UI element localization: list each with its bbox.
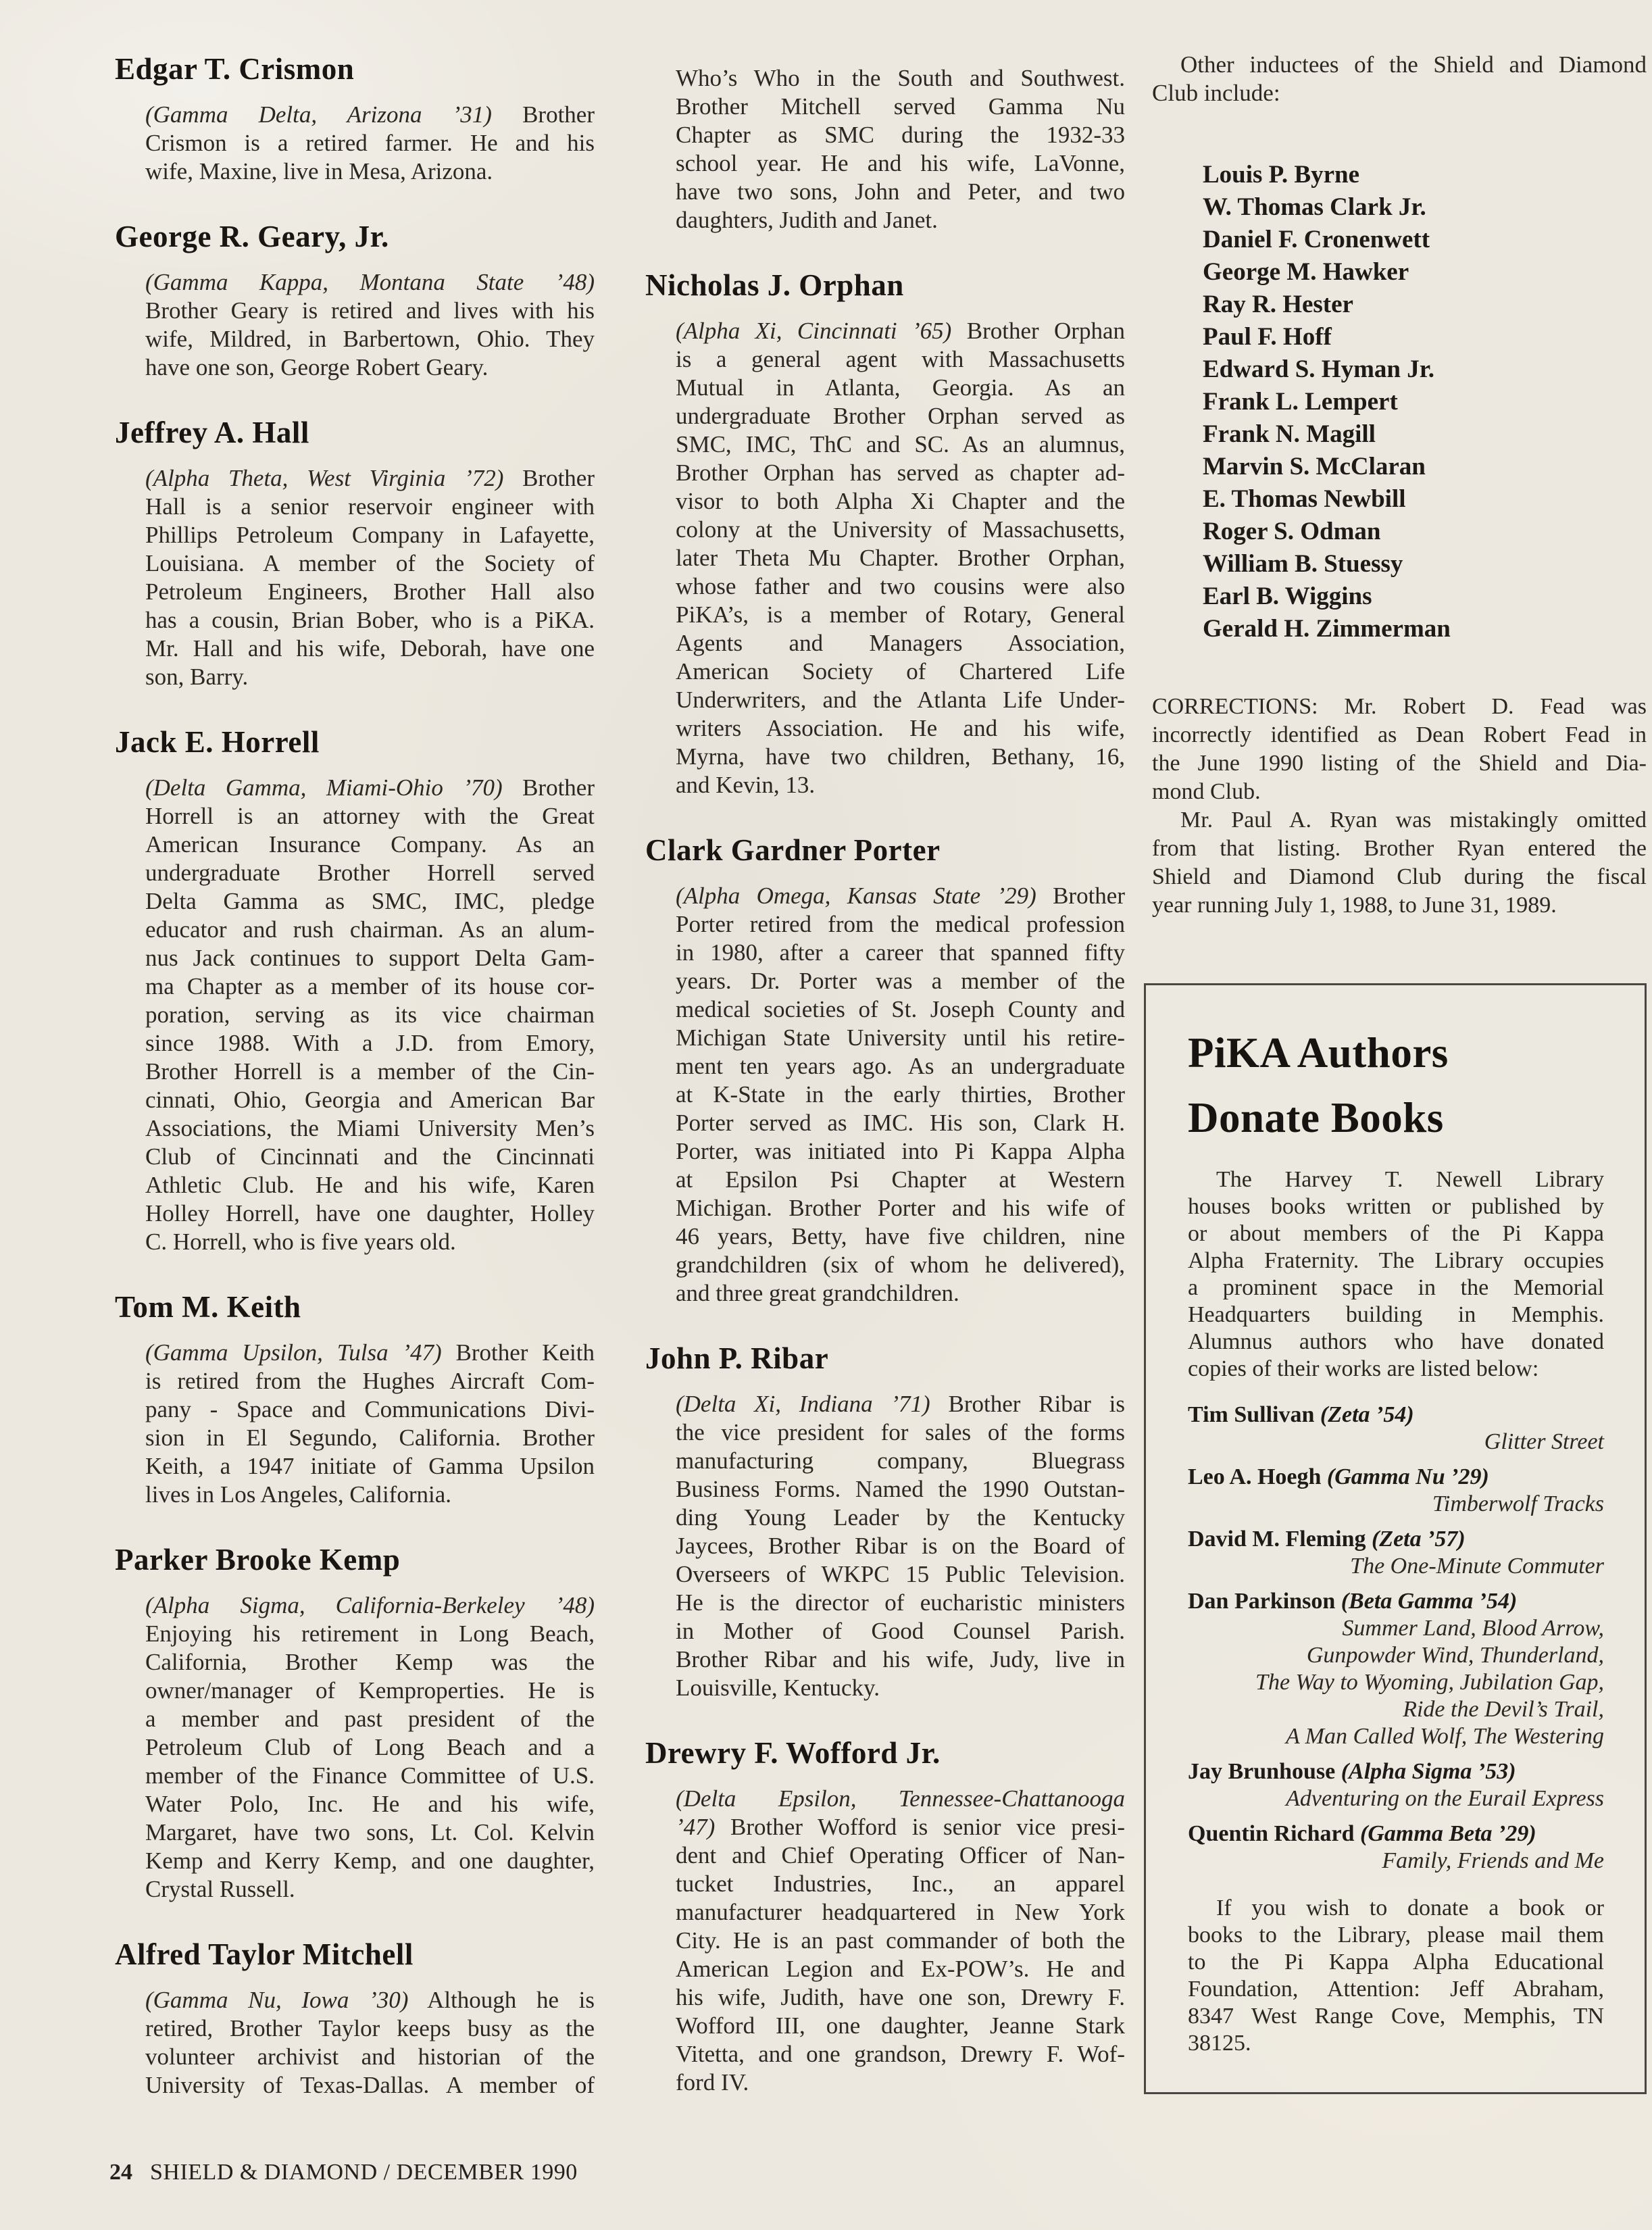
text-line: since 1988. With a J.D. from Emory,	[145, 1030, 595, 1056]
entry-heading: Edgar T. Crismon	[115, 52, 355, 86]
text-line: Michigan. Brother Porter and his wife of	[676, 1195, 1125, 1221]
text-line: Marvin S. McClaran	[1203, 453, 1426, 480]
text-line: Crismon is a retired farmer. He and his	[145, 130, 595, 156]
entry-paragraph	[676, 317, 1125, 799]
entry-heading: Tom M. Keith	[115, 1290, 301, 1324]
book-title: Gunpowder Wind, Thunderland,	[1306, 1643, 1604, 1668]
text-line: (Alpha Sigma, California-Berkeley ’48)	[145, 1592, 595, 1618]
text-line: later Theta Mu Chapter. Brother Orphan,	[676, 545, 1125, 571]
entry-paragraph	[676, 64, 1125, 234]
text-line: owner/manager of Kemproperties. He is	[145, 1677, 595, 1704]
text-line: have one son, George Robert Geary.	[145, 354, 489, 380]
text-line: Michigan State University until his retire-	[676, 1024, 1125, 1051]
author-name: Tim Sullivan (Zeta ’54)	[1188, 1402, 1414, 1427]
entry-heading: Jack E. Horrell	[115, 725, 320, 759]
text-line: mond Club.	[1152, 779, 1261, 804]
entry-paragraph	[676, 1390, 1125, 1702]
text-line: Gerald H. Zimmerman	[1203, 615, 1451, 643]
text-line: American Insurance Company. As an	[145, 831, 595, 858]
book-title: The Way to Wyoming, Jubilation Gap,	[1255, 1670, 1604, 1695]
text-line: Brother Ribar and his wife, Judy, live in	[676, 1646, 1125, 1672]
text-line: Petroleum Club of Long Beach and a	[145, 1734, 595, 1760]
text-line: Club of Cincinnati and the Cincinnati	[145, 1143, 595, 1170]
text-line: whose father and two cousins were also	[676, 573, 1125, 599]
text-line: writers Association. He and his wife,	[676, 715, 1125, 741]
author-list	[1188, 1402, 1604, 1875]
text-line: at Epsilon Psi Chapter at Western	[676, 1166, 1125, 1193]
text-line: Louisiana. A member of the Society of	[145, 550, 595, 576]
author-name: David M. Fleming (Zeta ’57)	[1188, 1527, 1466, 1552]
text-line: 46 years, Betty, have five children, nine	[676, 1223, 1125, 1249]
text-line: Business Forms. Named the 1990 Outstan-	[676, 1476, 1125, 1502]
text-line: Club include:	[1152, 80, 1280, 106]
text-line: son, Barry.	[145, 664, 249, 690]
author-name: Jay Brunhouse (Alpha Sigma ’53)	[1188, 1759, 1516, 1784]
page-number: 24	[109, 2160, 132, 2185]
text-line: wife, Mildred, in Barbertown, Ohio. They	[145, 326, 595, 352]
text-line: Mutual in Atlanta, Georgia. As an	[676, 374, 1125, 401]
text-line: Holley Horrell, have one daughter, Holley	[145, 1200, 595, 1226]
text-line: books to the Library, please mail them	[1188, 1923, 1604, 1948]
text-line: Frank N. Magill	[1203, 420, 1376, 448]
text-line: or about members of the Pi Kappa	[1188, 1221, 1604, 1246]
text-line: Margaret, have two sons, Lt. Col. Kelvin	[145, 1819, 595, 1845]
text-line: Who’s Who in the South and Southwest.	[676, 65, 1125, 91]
text-line: wife, Maxine, live in Mesa, Arizona.	[145, 158, 493, 184]
text-line: E. Thomas Newbill	[1203, 485, 1406, 513]
text-line: is a general agent with Massachusetts	[676, 346, 1125, 372]
text-line: Louisville, Kentucky.	[676, 1675, 880, 1701]
text-line: (Alpha Omega, Kansas State ’29) Brother	[676, 883, 1125, 909]
text-line: (Delta Gamma, Miami-Ohio ’70) Brother	[145, 774, 595, 801]
text-line: Horrell is an attorney with the Great	[145, 803, 595, 829]
text-line: sion in El Segundo, California. Brother	[145, 1424, 595, 1451]
box-intro-paragraph	[1188, 1166, 1604, 1383]
text-line: Brother Orphan has served as chapter ad-	[676, 460, 1125, 486]
text-line: (Gamma Kappa, Montana State ’48)	[145, 269, 595, 295]
text-line: a member and past president of the	[145, 1706, 595, 1732]
book-title: Summer Land, Blood Arrow,	[1342, 1616, 1604, 1641]
text-line: Underwriters, and the Atlanta Life Under-	[676, 687, 1125, 713]
text-line: lives in Los Angeles, California.	[145, 1481, 451, 1508]
text-line: the June 1990 listing of the Shield and Dia-	[1152, 751, 1647, 776]
entry-paragraph	[676, 882, 1125, 1308]
book-title: A Man Called Wolf, The Westering	[1286, 1724, 1604, 1749]
text-line: years. Dr. Porter was a member of the	[676, 968, 1125, 994]
text-line: Keith, a 1947 initiate of Gamma Upsilon	[145, 1453, 595, 1479]
text-line: cinnati, Ohio, Georgia and American Bar	[145, 1087, 595, 1113]
text-line: year running July 1, 1988, to June 31, 1989.	[1152, 893, 1557, 918]
text-line: Porter retired from the medical profession	[676, 911, 1125, 937]
author-entry	[1188, 1526, 1604, 1580]
author-name: Quentin Richard (Gamma Beta ’29)	[1188, 1821, 1536, 1846]
text-line: American Society of Chartered Life	[676, 658, 1125, 685]
text-line: Brother Mitchell served Gamma Nu	[676, 93, 1125, 120]
text-line: (Gamma Upsilon, Tulsa ’47) Brother Keith	[145, 1339, 595, 1366]
text-line: Enjoying his retirement in Long Beach,	[145, 1620, 595, 1647]
text-line: grandchildren (six of whom he delivered),	[676, 1252, 1125, 1278]
text-line: Alumnus authors who have donated	[1188, 1329, 1604, 1354]
text-line: American Legion and Ex-POW’s. He and	[676, 1956, 1125, 1982]
text-line: Agents and Managers Association,	[676, 630, 1125, 656]
entry-heading: Alfred Taylor Mitchell	[115, 1937, 414, 1971]
entry-heading: Nicholas J. Orphan	[645, 268, 904, 302]
text-line: educator and rush chairman. As an alum-	[145, 916, 595, 943]
text-line: ford IV.	[676, 2069, 749, 2096]
text-line: Edward S. Hyman Jr.	[1203, 355, 1435, 383]
text-line: William B. Stuessy	[1203, 550, 1403, 578]
text-line: Porter, was initiated into Pi Kappa Alpha	[676, 1138, 1125, 1164]
text-line: SMC, IMC, ThC and SC. As an alumnus,	[676, 431, 1125, 457]
text-line: Vitetta, and one grandson, Drewry F. Wof-	[676, 2041, 1125, 2067]
text-line: visor to both Alpha Xi Chapter and the	[676, 488, 1125, 514]
text-line: Myrna, have two children, Bethany, 16,	[676, 743, 1125, 770]
text-line: medical societies of St. Joseph County and	[676, 996, 1125, 1022]
text-line: Shield and Diamond Club during the fiscal	[1152, 864, 1647, 889]
text-line: George M. Hawker	[1203, 258, 1409, 286]
text-line: Kemp and Kerry Kemp, and one daughter,	[145, 1848, 595, 1874]
author-name: Dan Parkinson (Beta Gamma ’54)	[1188, 1589, 1518, 1614]
text-line: in Mother of Good Counsel Parish.	[676, 1618, 1125, 1644]
donate-paragraph	[1188, 1895, 1604, 2057]
text-line: Paul F. Hoff	[1203, 323, 1332, 351]
text-line: Donate Books	[1188, 1094, 1444, 1141]
text-line: He is the director of eucharistic ministers	[676, 1589, 1125, 1616]
text-line: manufacturing company, Bluegrass	[676, 1447, 1125, 1474]
text-line: undergraduate Brother Orphan served as	[676, 403, 1125, 429]
corrections-paragraph-2	[1152, 806, 1647, 920]
text-line: Louis P. Byrne	[1203, 161, 1359, 189]
text-line: Mr. Hall and his wife, Deborah, have one	[145, 635, 595, 662]
author-entry	[1188, 1588, 1604, 1750]
entry-paragraph	[145, 464, 595, 691]
text-line: Brother Geary is retired and lives with his	[145, 297, 595, 324]
book-title: Glitter Street	[1484, 1429, 1604, 1454]
text-line: Earl B. Wiggins	[1203, 583, 1372, 610]
text-line: ding Young Leader by the Kentucky	[676, 1504, 1125, 1531]
text-line: Petroleum Engineers, Brother Hall also	[145, 578, 595, 605]
text-line: has a cousin, Brian Bober, who is a PiKA.	[145, 607, 595, 633]
text-line: Other inductees of the Shield and Diamond	[1180, 51, 1647, 78]
text-line: daughters, Judith and Janet.	[676, 207, 938, 233]
book-title: Ride the Devil’s Trail,	[1403, 1697, 1604, 1722]
author-entry	[1188, 1464, 1604, 1518]
text-line: Wofford III, one daughter, Jeanne Stark	[676, 2012, 1125, 2039]
book-title: The One-Minute Commuter	[1350, 1554, 1604, 1579]
inductees-intro	[1152, 51, 1647, 107]
text-line: Delta Gamma as SMC, IMC, pledge	[145, 888, 595, 914]
column-1	[115, 51, 595, 2100]
entry-paragraph	[676, 1785, 1125, 2097]
text-line: ma Chapter as a member of its house cor-	[145, 973, 595, 999]
text-line: Chapter as SMC during the 1932-33	[676, 122, 1125, 148]
magazine-title: SHIELD & DIAMOND / DECEMBER 1990	[150, 2160, 578, 2185]
text-line: Foundation, Attention: Jeff Abraham,	[1188, 1977, 1604, 2002]
text-line: Daniel F. Cronenwett	[1203, 226, 1430, 253]
text-line: and Kevin, 13.	[676, 772, 816, 798]
entry-paragraph	[145, 1591, 595, 1904]
text-line: member of the Finance Committee of U.S.	[145, 1762, 595, 1789]
text-line: in 1980, after a career that spanned fifty	[676, 939, 1125, 966]
text-line: pany - Space and Communications Divi-	[145, 1396, 595, 1422]
text-line: Alpha Fraternity. The Library occupies	[1188, 1248, 1604, 1273]
entry-paragraph	[145, 774, 595, 1256]
text-line: manufacturer headquartered in New York	[676, 1899, 1125, 1925]
text-line: W. Thomas Clark Jr.	[1203, 193, 1426, 221]
text-line: City. He is an past commander of both the	[676, 1927, 1125, 1954]
text-line: school year. He and his wife, LaVonne,	[676, 150, 1125, 176]
text-line: Crystal Russell.	[145, 1876, 295, 1902]
text-line: the vice president for sales of the forms	[676, 1419, 1125, 1445]
text-line: Brother Horrell is a member of the Cin-	[145, 1058, 595, 1085]
text-line: dent and Chief Operating Officer of Nan-	[676, 1842, 1125, 1868]
text-line: If you wish to donate a book or	[1216, 1896, 1604, 1921]
book-title: Family, Friends and Me	[1382, 1848, 1604, 1873]
text-line: copies of their works are listed below:	[1188, 1356, 1539, 1381]
page-footer	[109, 2160, 578, 2185]
text-line: The Harvey T. Newell Library	[1216, 1167, 1604, 1192]
text-line: and three great grandchildren.	[676, 1280, 959, 1306]
entry-paragraph	[145, 1986, 595, 2100]
text-line: C. Horrell, who is five years old.	[145, 1229, 456, 1255]
text-line: Frank L. Lempert	[1203, 388, 1398, 416]
text-line: California, Brother Kemp was the	[145, 1649, 595, 1675]
text-line: Roger S. Odman	[1203, 518, 1381, 545]
text-line: (Gamma Delta, Arizona ’31) Brother	[145, 101, 595, 128]
text-line: (Alpha Theta, West Virginia ’72) Brother	[145, 465, 595, 491]
text-line: CORRECTIONS: Mr. Robert D. Fead was	[1152, 694, 1647, 719]
text-line: poration, serving as its vice chairman	[145, 1001, 595, 1028]
book-title: Timberwolf Tracks	[1432, 1491, 1604, 1516]
column-3	[1152, 51, 1647, 920]
text-line: PiKA’s, is a member of Rotary, General	[676, 601, 1125, 628]
text-line: 8347 West Range Cove, Memphis, TN	[1188, 2004, 1604, 2029]
author-entry	[1188, 1402, 1604, 1456]
entry-heading: Parker Brooke Kemp	[115, 1543, 401, 1577]
text-line: volunteer archivist and historian of the	[145, 2043, 595, 2070]
author-entry	[1188, 1820, 1604, 1875]
author-name: Leo A. Hoegh (Gamma Nu ’29)	[1188, 1464, 1489, 1489]
text-line: Porter served as IMC. His son, Clark H.	[676, 1110, 1125, 1136]
entry-paragraph	[145, 101, 595, 186]
text-line: Associations, the Miami University Men’s	[145, 1115, 595, 1141]
text-line: ment ten years ago. As an undergraduate	[676, 1053, 1125, 1079]
corrections-paragraph-1	[1152, 693, 1647, 806]
text-line: Athletic Club. He and his wife, Karen	[145, 1172, 595, 1198]
text-line: incorrectly identified as Dean Robert Fead in	[1152, 722, 1647, 747]
text-line: a prominent space in the Memorial	[1188, 1275, 1604, 1300]
text-line: tucket Industries, Inc., an apparel	[676, 1870, 1125, 1897]
text-line: at K-State in the early thirties, Brother	[676, 1081, 1125, 1108]
entry-paragraph	[145, 1339, 595, 1509]
text-line: PiKA Authors	[1188, 1029, 1449, 1076]
text-line: Phillips Petroleum Company in Lafayette,	[145, 522, 595, 548]
text-line: (Gamma Nu, Iowa ’30) Although he is	[145, 1987, 595, 2013]
text-line: 38125.	[1188, 2031, 1251, 2056]
box-title	[1188, 1020, 1604, 1150]
text-line: Jaycees, Brother Ribar is on the Board of	[676, 1533, 1125, 1559]
text-line: Hall is a senior reservoir engineer with	[145, 493, 595, 520]
column-2	[645, 64, 1125, 2097]
text-line: ’47) Brother Wofford is senior vice presi-	[676, 1814, 1125, 1840]
text-line: University of Texas-Dallas. A member of	[145, 2072, 595, 2098]
text-line: (Delta Xi, Indiana ’71) Brother Ribar is	[676, 1391, 1125, 1417]
text-line: from that listing. Brother Ryan entered the	[1152, 836, 1647, 861]
text-line: his wife, Judith, have one son, Drewry F.	[676, 1984, 1125, 2010]
entry-heading: Drewry F. Wofford Jr.	[645, 1736, 941, 1770]
text-line: Ray R. Hester	[1203, 291, 1353, 318]
text-line: (Delta Epsilon, Tennessee-Chattanooga	[676, 1785, 1125, 1812]
text-line: have two sons, John and Peter, and two	[676, 178, 1125, 205]
pika-authors-box	[1144, 983, 1647, 2094]
text-line: Overseers of WKPC 15 Public Television.	[676, 1561, 1125, 1587]
text-line: Mr. Paul A. Ryan was mistakingly omitted	[1180, 808, 1647, 833]
text-line: nus Jack continues to support Delta Gam-	[145, 945, 595, 971]
text-line: undergraduate Brother Horrell served	[145, 860, 595, 886]
inductee-name-list	[1203, 159, 1647, 645]
text-line: colony at the University of Massachusetts,	[676, 516, 1125, 543]
entry-paragraph	[145, 268, 595, 382]
text-line: is retired from the Hughes Aircraft Com-	[145, 1368, 595, 1394]
entry-heading: Clark Gardner Porter	[645, 833, 941, 867]
entry-heading: John P. Ribar	[645, 1341, 829, 1375]
text-line: (Alpha Xi, Cincinnati ’65) Brother Orphan	[676, 318, 1125, 344]
author-entry	[1188, 1758, 1604, 1812]
text-line: houses books written or published by	[1188, 1194, 1604, 1219]
text-line: Headquarters building in Memphis.	[1188, 1302, 1604, 1327]
text-line: Water Polo, Inc. He and his wife,	[145, 1791, 595, 1817]
entry-heading: Jeffrey A. Hall	[115, 416, 309, 449]
entry-heading: George R. Geary, Jr.	[115, 220, 389, 253]
text-line: retired, Brother Taylor keeps busy as the	[145, 2015, 595, 2041]
book-title: Adventuring on the Eurail Express	[1286, 1786, 1604, 1811]
text-line: to the Pi Kappa Alpha Educational	[1188, 1950, 1604, 1975]
